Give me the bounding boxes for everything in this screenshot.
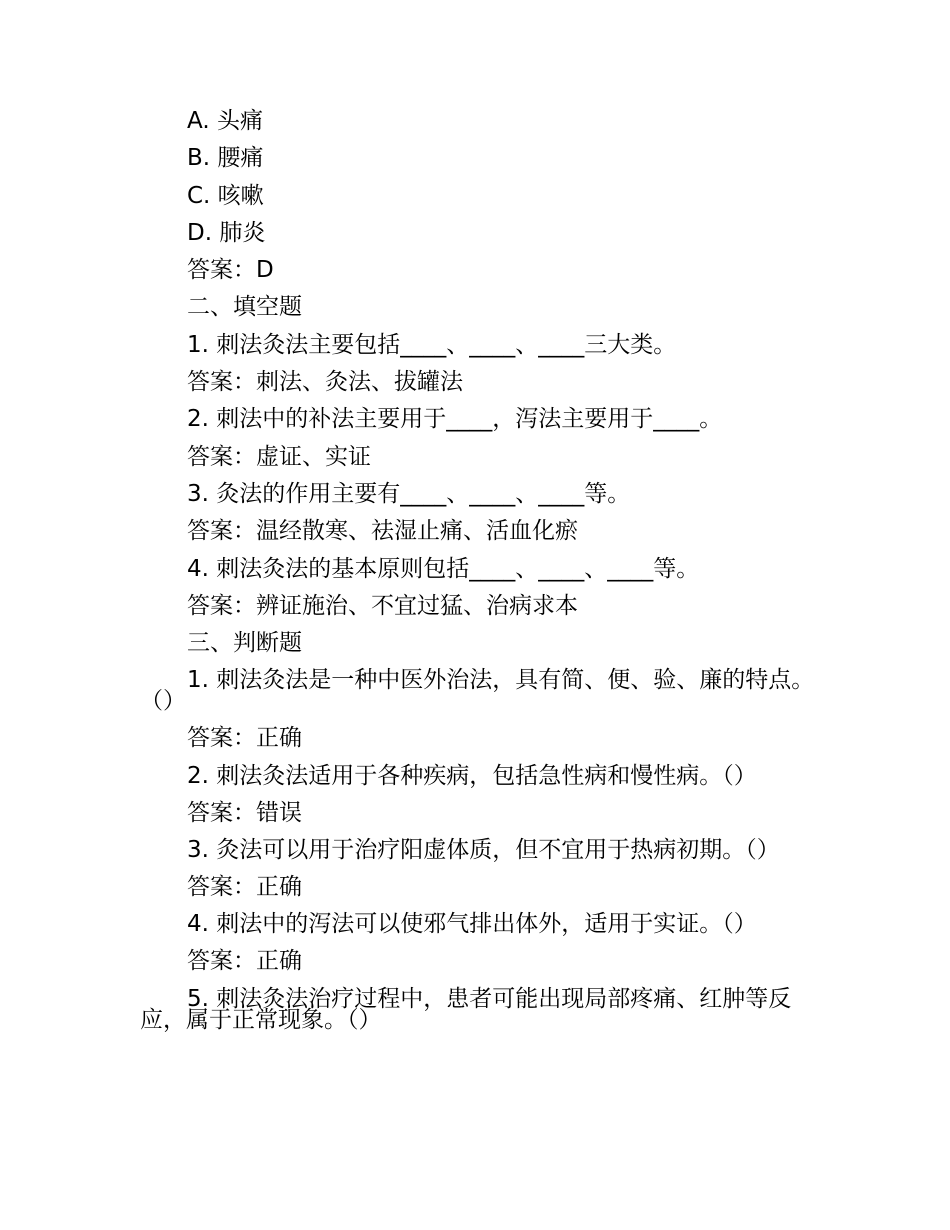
judge-question-5: 5. 刺法灸法治疗过程中，患者可能出现局部疼痛、红肿等反应，属于正常现象。（） xyxy=(140,985,792,1033)
judge-answer-1: 答案：正确 xyxy=(187,725,302,752)
option-d: D. 肺炎 xyxy=(187,219,266,246)
fill-question-2: 2. 刺法中的补法主要用于____，泻法主要用于____。 xyxy=(187,406,723,433)
fill-answer-2: 答案：虚证、实证 xyxy=(187,443,371,470)
judge-question-4: 4. 刺法中的泻法可以使邪气排出体外，适用于实证。（） xyxy=(187,911,757,938)
fill-question-3: 3. 灸法的作用主要有____、____、____等。 xyxy=(187,480,631,507)
judge-answer-3: 答案：正确 xyxy=(187,874,302,901)
judge-question-3: 3. 灸法可以用于治疗阳虚体质，但不宜用于热病初期。（） xyxy=(187,837,780,864)
fill-question-4: 4. 刺法灸法的基本原则包括____、____、____等。 xyxy=(187,555,700,582)
document-body xyxy=(140,103,820,1039)
judge-question-1: 1. 刺法灸法是一种中医外治法，具有简、便、验、廉的特点。（） xyxy=(140,667,815,715)
mc-answer: 答案：D xyxy=(187,257,274,284)
fill-answer-4: 答案：辨证施治、不宜过猛、治病求本 xyxy=(187,592,578,619)
option-a: A. 头痛 xyxy=(187,108,263,134)
judge-answer-2: 答案：错误 xyxy=(187,799,302,826)
option-c: C. 咳嗽 xyxy=(187,182,264,209)
option-b: B. 腰痛 xyxy=(187,145,264,172)
section-heading-judgement: 三、判断题 xyxy=(187,630,302,657)
fill-answer-3: 答案：温经散寒、祛湿止痛、活血化瘀 xyxy=(187,518,578,545)
section-heading-fill-blank: 二、填空题 xyxy=(187,294,302,321)
fill-question-1: 1. 刺法灸法主要包括____、____、____三大类。 xyxy=(187,331,677,358)
fill-answer-1: 答案：刺法、灸法、拔罐法 xyxy=(187,369,463,396)
judge-question-2: 2. 刺法灸法适用于各种疾病，包括急性病和慢性病。（） xyxy=(187,762,757,789)
judge-answer-4: 答案：正确 xyxy=(187,948,302,975)
